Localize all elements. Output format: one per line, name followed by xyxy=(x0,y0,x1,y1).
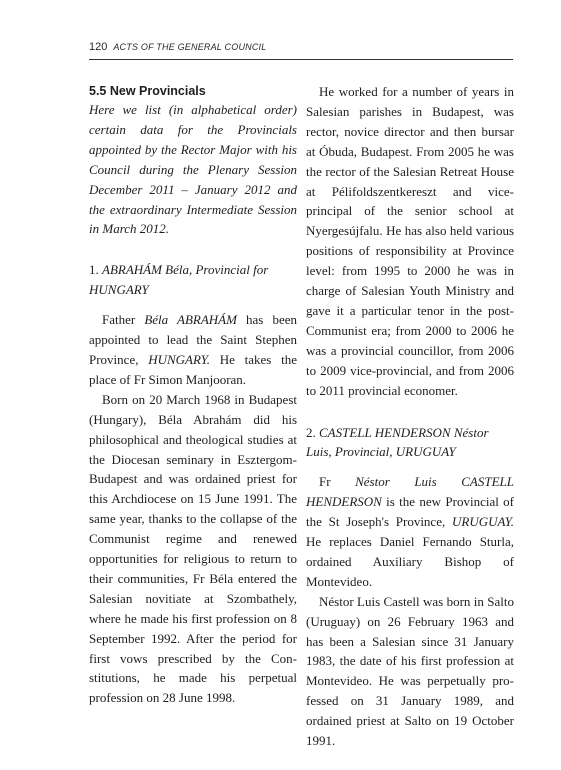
name-italic: Néstor Luis CASTELL HENDERSON xyxy=(306,474,514,510)
entry-heading xyxy=(89,260,297,300)
entry-paragraph xyxy=(306,472,514,591)
province-italic: HUNGARY. xyxy=(148,351,210,367)
section-intro: Here we list (in alphabetical order) certain data for the Provincials appointed by the Rector Major with his Council during the Plenary Session December 2011 – January 2012 and the extraordinary Intermediate Session in March 2012. xyxy=(89,102,297,237)
text-run: Father xyxy=(102,312,145,328)
entry-number: 2. xyxy=(306,424,316,440)
running-title: ACTS OF THE GENERAL COUNCIL xyxy=(113,42,267,52)
right-column xyxy=(306,82,514,751)
text-run: He replaces Daniel Fernando Sturla, ordained Auxiliary Bishop of Montevideo. xyxy=(306,534,514,589)
entry-heading xyxy=(306,423,514,463)
running-header xyxy=(89,41,513,57)
entry-heading-text: CASTELL HENDERSON Néstor Luis, Provincial, URUGUAY xyxy=(306,424,489,460)
text-run: has been appointed to lead the Saint Stephen Province, xyxy=(89,312,297,367)
name-italic: Béla ABRAHÁM xyxy=(144,312,237,328)
entry-heading-text: ABRAHÁM Béla, Provincial for HUNGARY xyxy=(89,262,269,298)
entry-paragraph: Born on 20 March 1968 in Budapest (Hungary), Béla Abrahám did his philosophical and theological studies at the Diocesan seminary in Esztergom-Budapest and was ordained priest for this Archdiocese on 15 June 1991. The same year, thanks to the collapse of the Communist regime and renewed opportunities for religious to return to their communities, Fr Béla entered the Salesian novitiate at Szombathely, where he made his first profession on 8 September 1992. After the period for first vows prescribed by the Constitutions, he made his perpetual profession on 28 June 1998. xyxy=(89,391,297,706)
text-run: is the new Provincial of the St Joseph's Province, xyxy=(306,494,514,530)
section-title: 5.5 New Provincials xyxy=(89,84,206,98)
entry-paragraph xyxy=(89,310,297,390)
entry-number: 1. xyxy=(89,262,99,278)
page-number: 120 xyxy=(89,41,108,53)
header-rule xyxy=(89,59,513,60)
entry-paragraph: Néstor Luis Castell was born in Salto (Uruguay) on 26 February 1963 and has been a Salesian since 31 January 1983, the date of his first profession at Montevideo. He was perpetually professed on 31 January 1989, and ordained priest at Salto on 19 October 1991. xyxy=(306,593,514,749)
text-run: Fr xyxy=(319,474,356,490)
province-italic: URUGUAY. xyxy=(451,514,514,530)
entry-paragraph: He worked for a number of years in Salesian parishes in Budapest, was rector, novice director and then bursar at Óbuda, Budapest. From 2005 he was the rector of the Salesian Retreat House at Pélifoldszentkereszt and vice-principal of the senior school at Nyergesújfalu. He has also held various positions of responsibility at Province level: from 1995 to 2000 he was in charge of Salesian Youth Ministry and gave it a particular tenor in the post-Communist era; from 2000 to 2006 he was a provincial councillor, from 2006 to 2009 vice-provincial, and from 2006 to 2011 provincial economer. xyxy=(306,84,514,398)
left-column xyxy=(89,82,297,708)
text-run: He takes the place of Fr Simon Manjooran. xyxy=(89,351,297,387)
